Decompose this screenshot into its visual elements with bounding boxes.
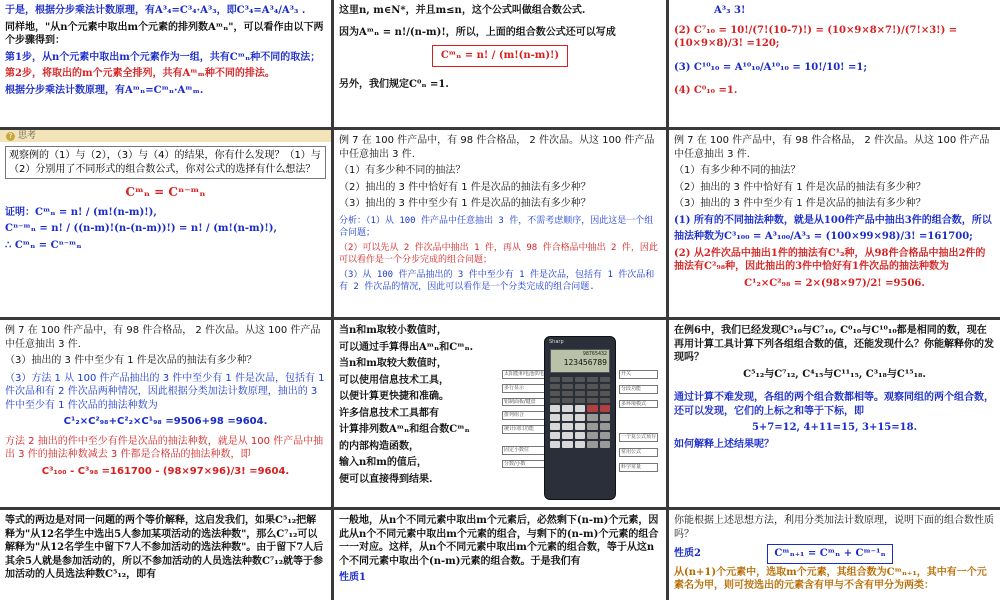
method2-text: 方法 2 抽出的件中至少有件是次品的抽法种数，就是从 100 件产品中抽出 3 件的抽法种数减去 3 件都是合格品的抽法种数，即	[5, 435, 324, 460]
slide3-line1: (2) C⁷₁₀ = 10!/(7!(10-7)!) = (10×9×8×7!)/(7!×3!) = (10×9×8)/3! =120;	[674, 24, 958, 49]
calc-line-0: 当n和m取较小数值时，	[339, 325, 447, 336]
slide-6	[669, 130, 1000, 317]
slide1-line1: 于是，根据分步乘法计数原理，有A³₄=C³₄·A³₃，即C³₄=A³₄/A³₃ .	[5, 5, 306, 16]
slide9-line5: 如何解释上述结果呢？	[674, 438, 774, 450]
slide1-line5: 根据分步乘法计数原理，有Aᵐₙ=Cᵐₙ·Aᵐₘ.	[5, 84, 204, 96]
proof-line2: Cⁿ⁻ᵐₙ = n! / ((n-m)!(n-(n-m))!) = n! / (m!(n-m)!),	[5, 223, 277, 234]
calc-label: 分段功能	[619, 385, 658, 394]
example7-q1: （1）有多少种不同的抽法？	[339, 165, 466, 176]
slide11-line2: 性质1	[339, 572, 366, 583]
solution-2-formula: C¹₂×C²₉₈ = 2×(98×97)/2! =9506.	[744, 277, 925, 289]
calc-brand: Sharp	[549, 339, 564, 345]
slide3-line2: (3) C¹⁰₁₀ = A¹⁰₁₀/A¹⁰₁₀ = 10!/10! =1;	[674, 61, 868, 73]
slide2-line1: 这里n, m∈N*，并且m≤n，这个公式叫做组合数公式.	[339, 5, 586, 16]
analysis-1: 分析：（1）从 100 件产品中任意抽出 3 件，不需考虑顺序，因此这是一个组合问题；	[339, 215, 654, 238]
example7-q2: （2）抽出的 3 件中恰好有 1 件是次品的抽法有多少种？	[339, 181, 591, 193]
calc-display	[550, 349, 610, 373]
think-question-text: 观察例的（1）与（2），（3）与（4）的结果，你有什么发现？（1）与（2）分别用了不同形式的组合数公式，你对公式的选择有什么想法？	[9, 150, 321, 175]
calc-display-top: 98765432	[582, 350, 607, 357]
solution-2: (2) 从2件次品中抽出1件的抽法有C¹₂种，从98件合格品中抽出2件的抽法有C²₉₈种，因此抽出的3件中恰好有1件次品的抽法种数为	[674, 247, 986, 272]
calc-label: 科学常量	[619, 463, 658, 472]
slide9-line1: 在例6中，我们已经发现C³₁₀与C⁷₁₀, C⁰₁₀与C¹⁰₁₀都是相同的数，现在再用计算工具计算下列各组组合数的值，还能发现什么？你能解释你的发现吗？	[674, 325, 994, 363]
slide10-line1: 等式的两边是对同一问题的两个等价解释，这启发我们，如果C⁵₁₂把解释为"从12名学生中选出5人参加某项活动的选法种数"，那么C⁷₁₂可以解释为"从12名学生中留下7人不参加活动的选法种数"。由于留下7人后其余5人就是参加活动的，所以不参加活动的人员选法种数C⁷₁₂就等于参加活动的人员选法种数C⁵₁₂，即有	[5, 515, 324, 580]
calc-label: 开关	[619, 370, 658, 379]
slide-4	[0, 130, 331, 317]
calc-label: 铝制面板/键盘	[502, 398, 546, 407]
slide-10	[0, 510, 331, 600]
calc-label: 太阳能和电池供电	[504, 371, 545, 377]
calc-line-5: 许多信息技术工具都有	[339, 407, 439, 419]
calc-text	[339, 324, 504, 486]
example7-title: 例 7 在 100 件产品中，有 98 件合格品， 2 件次品。从这 100 件产品中任意抽出 3 件.	[339, 135, 655, 160]
property2-formula: Cᵐₙ₊₁ = Cᵐₙ + Cᵐ⁻¹ₙ	[767, 544, 892, 564]
slide3-line0: A³₃ 3!	[714, 5, 746, 16]
property2-label: 性质2	[674, 548, 701, 559]
proof-line1: 证明：Cᵐₙ = n! / (m!(n-m)!),	[5, 206, 157, 218]
slide3-line3: (4) C⁰₁₀ =1.	[674, 85, 738, 96]
calc-label: 固定小数位	[502, 446, 546, 455]
example7-q1-2: （1）有多少种不同的抽法？	[674, 165, 801, 176]
slide2-line3: 另外，我们规定C⁰ₙ =1.	[339, 78, 449, 90]
slide-3	[669, 0, 1000, 127]
example7-title-3: 例 7 在 100 件产品中，有 98 件合格品， 2 件次品。从这 100 件产品中任意抽出 3 件.	[5, 325, 321, 350]
think-label: 思考	[18, 131, 37, 141]
calc-line-3: 可以使用信息技术工具，	[339, 374, 449, 386]
slide-2	[334, 0, 666, 127]
slide12-line2: 从(n+1)个元素中，选取m个元素，其组合数为Cᵐₙ₊₁，其中有一个元素名为甲，则可按选出的元素含有甲与不含有甲分为两类：	[674, 566, 987, 591]
proof-line3: ∴ Cᵐₙ = Cⁿ⁻ᵐₙ	[5, 239, 82, 251]
combination-formula-box: Cᵐₙ = n! / (m!(n-m)!)	[432, 45, 568, 67]
slide2-line2: 因为Aᵐₙ = n!/(n-m)!，所以，上面的组合数公式还可以写成	[339, 26, 616, 38]
slide1-line3: 第1步，从n个元素中取出m个元素作为一组，共有Cᵐₙ种不同的取法；	[5, 51, 321, 63]
solution-1: (1) 所有的不同抽法种数，就是从100件产品中抽出3件的组合数，所以	[674, 214, 992, 226]
think-header	[0, 130, 331, 142]
slide9-line3: 通过计算不难发现，各组的两个组合数都相等。观察同组的两个组合数，还可以发现，它们的上标之和等于下标，即	[674, 392, 994, 417]
calc-label: 多环境模式	[619, 400, 658, 409]
calc-label: 排列组合	[502, 411, 546, 420]
example7-title-2: 例 7 在 100 件产品中，有 98 件合格品， 2 件次品。从这 100 件产品中任意抽出 3 件.	[674, 135, 990, 160]
slide-5	[334, 130, 666, 317]
slide-12	[669, 510, 1000, 600]
calc-line-2: 当n和m取较大数值时，	[339, 358, 447, 369]
example7-q3-3: （3）抽出的 3 件中至少有 1 件是次品的抽法有多少种？	[5, 355, 257, 366]
slide-1	[0, 0, 331, 127]
question-icon: ?	[6, 132, 15, 141]
solution-1-formula: 抽法种数为C³₁₀₀ = A³₁₀₀/A³₃ = (100×99×98)/3! =161700;	[674, 231, 973, 242]
calculator-image	[544, 336, 616, 500]
calc-label: 一个复公式预存	[621, 434, 657, 441]
symmetry-formula: Cᵐₙ = Cⁿ⁻ᵐₙ	[125, 185, 206, 199]
analysis-2: （2）可以先从 2 件次品中抽出 1 件，再从 98 件合格品中抽出 2 件，因此可以看作是一个分步完成的组合问题；	[339, 242, 658, 265]
slide1-line2: 同样地，"从n个元素中取出m个元素的排列数Aᵐₙ"，可以看作由以下两个步骤得到：	[5, 21, 324, 46]
calc-display-main: 123456789	[563, 357, 607, 367]
calc-label: 常用公式	[619, 448, 658, 457]
calc-label: 统计回归功能	[502, 425, 546, 434]
slide-8	[334, 320, 666, 507]
method1-formula: C¹₂×C²₉₈+C²₂×C¹₉₈ =9506+98 =9604.	[63, 416, 268, 427]
think-question	[5, 146, 326, 179]
calc-line-7: 的内部构造函数，	[339, 440, 419, 452]
example7-q3: （3）抽出的 3 件中至少有 1 件是次品的抽法有多少种？	[339, 198, 591, 209]
calc-line-6: 计算排列数Aᵐₙ和组合数Cᵐₙ	[339, 424, 470, 435]
calc-labels-left	[502, 370, 546, 468]
calc-line-8: 输入n和m的值后，	[339, 457, 427, 468]
slide12-line1: 你能根据上述思想方法，利用分类加法计数原理，说明下面的组合数性质吗？	[674, 515, 994, 540]
slide1-line4: 第2步，将取出的m个元素全排列，共有Aᵐₘ种不同的排法。	[5, 68, 275, 79]
slide-11	[334, 510, 666, 600]
example7-q3-2: （3）抽出的 3 件中至少有 1 件是次品的抽法有多少种？	[674, 198, 926, 209]
calc-line-1: 可以通过手算得出Aᵐₙ和Cᵐₙ.	[339, 341, 474, 353]
calc-labels-right	[619, 370, 658, 472]
slide11-line1: 一般地，从n个不同元素中取出m个元素后，必然剩下(n-m)个元素，因此从n个不同元素中取出m个元素的组合，与剩下的(n-m)个元素的组合一一对应。这样，从n个不同元素中取出m个元素的组合数，等于从这n个不同元素中取出个(n-m)元素的组合数。于是我们有	[339, 515, 659, 567]
calc-label: 分数/小数	[502, 460, 546, 469]
method2-formula: C³₁₀₀ - C³₉₈ =161700 - (98×97×96)/3! =9604.	[41, 465, 290, 477]
calc-label: 多行显示	[502, 384, 546, 393]
slide-9	[669, 320, 1000, 507]
slide9-line4: 5+7=12, 4+11=15, 3+15=18.	[751, 422, 918, 433]
calc-keypad	[545, 374, 615, 451]
example7-q2-2: （2）抽出的 3 件中恰好有 1 件是次品的抽法有多少种？	[674, 181, 926, 193]
slide9-line2: C⁵₁₂与C⁷₁₂, C⁴₁₅与C¹¹₁₅, C³₁₈与C¹⁵₁₈.	[743, 368, 926, 380]
method1-text: （3）方法 1 从 100 件产品抽出的 3 件中至少有 1 件是次品，包括有 1 件次品和有 2 件次品两种情况，因此根据分类加法计数原理，抽出的 3 件中至少有 1 件次品的抽法种数为	[5, 372, 325, 411]
analysis-3: （3）从 100 件产品抽出的 3 件中至少有 1 件是次品，包括有 1 件次品和有 2 件次品的情况，因此可以看作是一个分类完成的组合问题.	[339, 270, 655, 293]
slide-7	[0, 320, 331, 507]
calc-line-4: 以便计算更快捷和准确。	[339, 391, 449, 402]
calc-line-9: 便可以直接得到结果.	[339, 473, 433, 485]
